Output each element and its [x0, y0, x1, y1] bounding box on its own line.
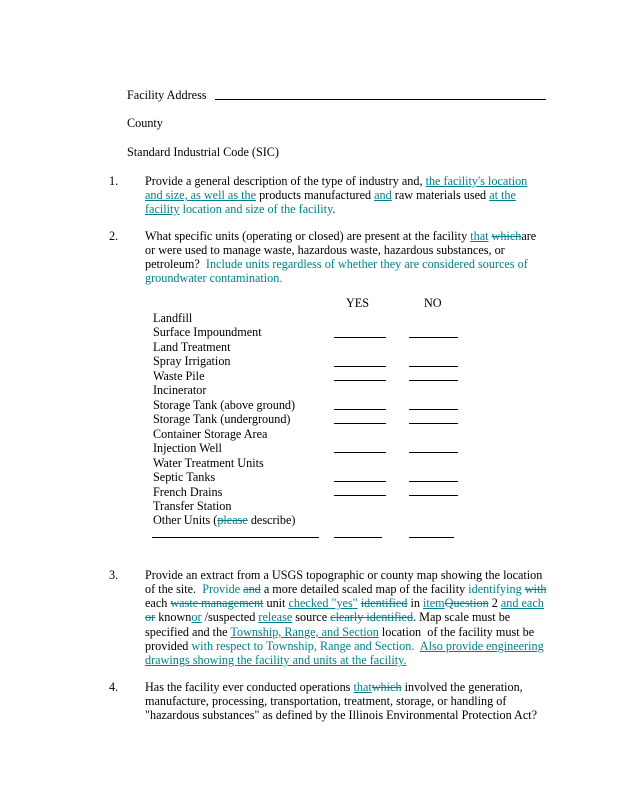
deleted-text: with — [524, 582, 547, 596]
text: products manufactured — [259, 188, 372, 202]
unit-label: Septic Tanks — [153, 470, 216, 484]
inserted-text: Township, Range, and Section — [230, 625, 379, 639]
deleted-text: please — [217, 513, 248, 527]
facility-address-label: Facility Address — [127, 88, 207, 102]
no-answer-blank[interactable] — [409, 337, 458, 338]
text: . Map scale must be — [413, 610, 511, 624]
yes-answer-blank[interactable] — [334, 366, 386, 367]
deleted-text: Question — [444, 596, 489, 610]
yes-column-header: YES — [346, 296, 370, 310]
question-3-line-2 — [145, 582, 546, 597]
yes-answer-blank[interactable] — [334, 495, 386, 496]
question-4-line-2: manufacture, processing, transportation, treatment, storage, or handling of — [145, 694, 507, 708]
unit-label: Water Treatment Units — [153, 456, 264, 470]
text: each — [145, 596, 168, 610]
text: in — [410, 596, 420, 610]
question-4-line-1 — [145, 680, 523, 695]
inserted-text: identifying — [468, 582, 522, 596]
no-answer-blank[interactable] — [409, 495, 458, 496]
inserted-text: Provide — [202, 582, 241, 596]
question-2-line-4: groundwater contamination. — [145, 271, 283, 285]
facility-address-blank[interactable] — [215, 99, 546, 100]
yes-answer-blank[interactable] — [334, 380, 386, 381]
unit-label: Surface Impoundment — [153, 325, 262, 339]
text: unit — [266, 596, 286, 610]
question-3-line-1: Provide an extract from a USGS topographic or county map showing the location — [145, 568, 543, 582]
yes-answer-blank[interactable] — [334, 481, 386, 482]
deleted-text: or — [145, 610, 156, 624]
text: /suspected — [204, 610, 256, 624]
unit-label: Waste Pile — [153, 369, 205, 383]
question-4-number: 4. — [109, 680, 119, 694]
text: specified and the — [145, 625, 228, 639]
unit-label: Container Storage Area — [153, 427, 268, 441]
question-2-line-2: or were used to manage waste, hazardous waste, hazardous substances, or — [145, 243, 505, 257]
unit-label: Transfer Station — [153, 499, 232, 513]
inserted-text: at the — [489, 188, 516, 202]
deleted-text: waste management — [170, 596, 264, 610]
question-3-line-7: drawings showing the facility and units at the facility. — [145, 653, 407, 667]
text: Has the facility ever conducted operations — [145, 680, 351, 694]
inserted-text: location and size of the facility — [182, 202, 333, 216]
no-answer-blank[interactable] — [409, 423, 458, 424]
text: known — [158, 610, 192, 624]
yes-answer-blank[interactable] — [334, 537, 382, 538]
inserted-text: the facility's location — [425, 174, 528, 188]
no-answer-blank[interactable] — [409, 537, 454, 538]
unit-label: Landfill — [153, 311, 193, 325]
question-1-line-3 — [145, 202, 335, 217]
question-3-line-6 — [145, 639, 544, 654]
no-answer-blank[interactable] — [409, 366, 458, 367]
inserted-text: or — [191, 610, 202, 624]
yes-answer-blank[interactable] — [334, 452, 386, 453]
text: . — [332, 202, 336, 216]
inserted-text: that — [470, 229, 489, 243]
deleted-text: and — [243, 582, 261, 596]
deleted-text: which — [491, 229, 522, 243]
unit-label: French Drains — [153, 485, 223, 499]
inserted-text: and size, as well as the — [145, 188, 257, 202]
question-2-line-3 — [145, 257, 528, 272]
inserted-text: facility — [145, 202, 180, 216]
question-1-number: 1. — [109, 174, 119, 188]
yes-answer-blank[interactable] — [334, 337, 386, 338]
text: petroleum? — [145, 257, 200, 271]
text: describe) — [250, 513, 296, 527]
question-3-line-5 — [145, 625, 534, 640]
question-1-line-2 — [145, 188, 516, 203]
unit-label: Injection Well — [153, 441, 222, 455]
text: location — [381, 625, 422, 639]
text: a more detailed scaled map of the facility — [263, 582, 466, 596]
text: Other Units ( — [153, 513, 218, 527]
sic-label: Standard Industrial Code (SIC) — [127, 145, 279, 159]
text: What specific units (operating or closed) are present at the facility — [145, 229, 468, 243]
inserted-text: checked "yes" — [288, 596, 358, 610]
text: of the site. — [145, 582, 197, 596]
inserted-text: and — [374, 188, 392, 202]
question-3-line-4 — [145, 610, 510, 625]
no-column-header: NO — [424, 296, 442, 310]
inserted-text: release — [258, 610, 293, 624]
unit-label: Incinerator — [153, 383, 207, 397]
text: involved the generation, — [404, 680, 523, 694]
other-units-description-blank[interactable] — [152, 537, 319, 538]
deleted-text: which — [371, 680, 402, 694]
deleted-text: clearly identified — [330, 610, 414, 624]
question-2-number: 2. — [109, 229, 119, 243]
other-units-label — [153, 513, 295, 528]
question-4-line-3: "hazardous substances" as defined by the Illinois Environmental Protection Act? — [145, 708, 538, 722]
inserted-text: that — [353, 680, 372, 694]
no-answer-blank[interactable] — [409, 409, 458, 410]
yes-answer-blank[interactable] — [334, 423, 386, 424]
no-answer-blank[interactable] — [409, 481, 458, 482]
unit-label: Storage Tank (above ground) — [153, 398, 296, 412]
inserted-text: and each — [500, 596, 544, 610]
no-answer-blank[interactable] — [409, 452, 458, 453]
yes-answer-blank[interactable] — [334, 409, 386, 410]
inserted-text: Include units regardless of whether they are considered sources of — [205, 257, 528, 271]
unit-label: Land Treatment — [153, 340, 231, 354]
text: raw materials used — [394, 188, 487, 202]
unit-label: Storage Tank (underground) — [153, 412, 291, 426]
text: , — [419, 174, 423, 188]
question-2-line-1 — [145, 229, 536, 244]
question-1-line-1 — [145, 174, 527, 189]
text: of the facility must be — [427, 625, 535, 639]
inserted-text: item — [423, 596, 445, 610]
text: Provide a general description of the type of industry and — [145, 174, 420, 188]
question-3-number: 3. — [109, 568, 119, 582]
inserted-text: Also provide engineering — [419, 639, 544, 653]
question-3-line-3 — [145, 596, 544, 611]
text: are — [521, 229, 537, 243]
text: 2 — [491, 596, 498, 610]
inserted-text: with respect to Township, Range and Section. — [191, 639, 415, 653]
text: source — [295, 610, 328, 624]
county-label: County — [127, 116, 163, 130]
text: provided — [145, 639, 189, 653]
unit-label: Spray Irrigation — [153, 354, 231, 368]
deleted-text: identified — [360, 596, 408, 610]
no-answer-blank[interactable] — [409, 380, 458, 381]
